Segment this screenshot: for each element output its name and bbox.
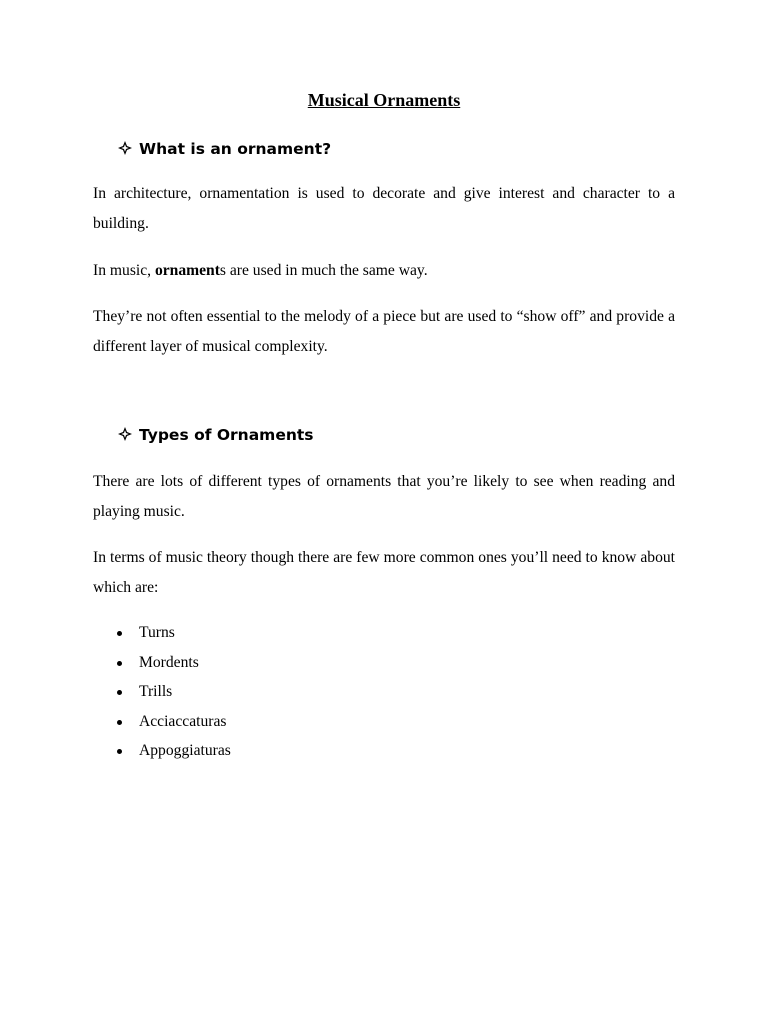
- bold-term-ornament: ornament: [154, 262, 220, 279]
- document-title: Musical Ornaments: [307, 90, 461, 110]
- list-item-label: Acciaccaturas: [139, 713, 227, 730]
- section-heading-text: Types of Ornaments: [139, 426, 314, 444]
- paragraph-architecture: In architecture, ornamentation is used to decorate and give interest and character to a building.: [93, 185, 675, 232]
- paragraph-text-before: In music,: [93, 262, 155, 279]
- dot-bullet-icon: [117, 631, 122, 636]
- paragraph-music-theory: In terms of music theory though there are few more common ones you’ll need to know about which are:: [93, 549, 675, 596]
- section-heading-text: What is an ornament?: [139, 140, 332, 158]
- dot-bullet-icon: [117, 749, 122, 754]
- dot-bullet-icon: [117, 661, 122, 666]
- dot-bullet-icon: [117, 690, 122, 695]
- section-heading-types-of-ornaments: [118, 424, 314, 446]
- list-item-label: Trills: [139, 683, 173, 700]
- diamond-bullet-icon: [118, 427, 132, 441]
- diamond-bullet-icon: [118, 141, 132, 155]
- paragraph-text-after: s are used in much the same way.: [219, 262, 428, 279]
- paragraph-lots-of-types: There are lots of different types of ornaments that you’re likely to see when reading and playing music.: [93, 473, 675, 520]
- list-item-label: Appoggiaturas: [139, 742, 231, 759]
- section-heading-what-is-ornament: [118, 138, 331, 160]
- list-item-label: Mordents: [139, 654, 199, 671]
- list-item-label: Turns: [139, 624, 175, 641]
- paragraph-show-off: They’re not often essential to the melody of a piece but are used to “show off” and provide a different layer of musical complexity.: [93, 308, 675, 355]
- dot-bullet-icon: [117, 720, 122, 725]
- paragraph-music-ornaments: [93, 256, 675, 286]
